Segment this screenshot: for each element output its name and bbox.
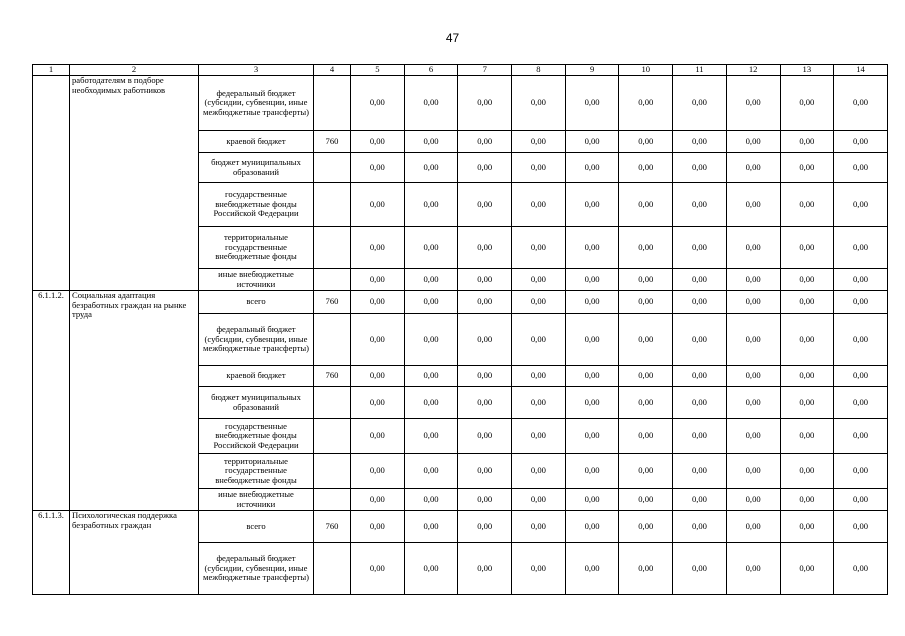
value-cell: 0,00 xyxy=(780,227,834,269)
value-cell: 0,00 xyxy=(726,291,780,314)
funding-source: федеральный бюджет (субсидии, субвенции, иные межбюджетные трансферты) xyxy=(199,314,314,366)
value-cell: 0,00 xyxy=(780,387,834,419)
value-cell: 0,00 xyxy=(619,454,673,489)
value-cell: 0,00 xyxy=(458,543,512,595)
value-cell: 0,00 xyxy=(673,366,727,387)
value-cell: 0,00 xyxy=(834,419,888,454)
value-cell: 0,00 xyxy=(565,454,619,489)
value-cell: 0,00 xyxy=(458,489,512,511)
value-cell: 0,00 xyxy=(673,291,727,314)
value-cell: 0,00 xyxy=(458,76,512,131)
budget-code: 760 xyxy=(314,511,351,543)
table-row xyxy=(33,291,888,314)
budget-table xyxy=(32,64,888,595)
value-cell: 0,00 xyxy=(351,489,405,511)
value-cell: 0,00 xyxy=(512,454,566,489)
value-cell: 0,00 xyxy=(404,366,458,387)
budget-code: 760 xyxy=(314,291,351,314)
value-cell: 0,00 xyxy=(673,269,727,291)
value-cell: 0,00 xyxy=(780,314,834,366)
value-cell: 0,00 xyxy=(619,131,673,153)
value-cell: 0,00 xyxy=(619,543,673,595)
column-number: 2 xyxy=(70,65,199,76)
value-cell: 0,00 xyxy=(726,387,780,419)
value-cell: 0,00 xyxy=(619,511,673,543)
value-cell: 0,00 xyxy=(404,454,458,489)
value-cell: 0,00 xyxy=(404,543,458,595)
value-cell: 0,00 xyxy=(404,269,458,291)
value-cell: 0,00 xyxy=(673,419,727,454)
value-cell: 0,00 xyxy=(780,419,834,454)
value-cell: 0,00 xyxy=(565,153,619,183)
value-cell: 0,00 xyxy=(351,314,405,366)
value-cell: 0,00 xyxy=(565,131,619,153)
value-cell: 0,00 xyxy=(780,291,834,314)
column-number: 6 xyxy=(404,65,458,76)
value-cell: 0,00 xyxy=(458,419,512,454)
value-cell: 0,00 xyxy=(673,543,727,595)
column-number: 3 xyxy=(199,65,314,76)
budget-code xyxy=(314,489,351,511)
value-cell: 0,00 xyxy=(512,314,566,366)
table-row xyxy=(33,511,888,543)
value-cell: 0,00 xyxy=(458,153,512,183)
value-cell: 0,00 xyxy=(404,511,458,543)
value-cell: 0,00 xyxy=(726,131,780,153)
value-cell: 0,00 xyxy=(565,366,619,387)
budget-code xyxy=(314,153,351,183)
value-cell: 0,00 xyxy=(834,387,888,419)
value-cell: 0,00 xyxy=(458,183,512,227)
value-cell: 0,00 xyxy=(458,314,512,366)
value-cell: 0,00 xyxy=(726,153,780,183)
value-cell: 0,00 xyxy=(351,76,405,131)
value-cell: 0,00 xyxy=(619,366,673,387)
value-cell: 0,00 xyxy=(404,314,458,366)
column-number: 11 xyxy=(673,65,727,76)
value-cell: 0,00 xyxy=(726,489,780,511)
value-cell: 0,00 xyxy=(673,183,727,227)
budget-code xyxy=(314,269,351,291)
column-number: 12 xyxy=(726,65,780,76)
value-cell: 0,00 xyxy=(565,511,619,543)
value-cell: 0,00 xyxy=(834,183,888,227)
value-cell: 0,00 xyxy=(673,153,727,183)
value-cell: 0,00 xyxy=(780,511,834,543)
value-cell: 0,00 xyxy=(512,269,566,291)
value-cell: 0,00 xyxy=(673,227,727,269)
value-cell: 0,00 xyxy=(351,419,405,454)
value-cell: 0,00 xyxy=(404,131,458,153)
value-cell: 0,00 xyxy=(351,131,405,153)
value-cell: 0,00 xyxy=(780,269,834,291)
column-number: 5 xyxy=(351,65,405,76)
value-cell: 0,00 xyxy=(780,366,834,387)
column-number: 9 xyxy=(565,65,619,76)
value-cell: 0,00 xyxy=(565,227,619,269)
column-number: 10 xyxy=(619,65,673,76)
funding-source: территориальные государственные внебюджетные фонды xyxy=(199,227,314,269)
value-cell: 0,00 xyxy=(673,387,727,419)
funding-source: краевой бюджет xyxy=(199,366,314,387)
value-cell: 0,00 xyxy=(512,419,566,454)
value-cell: 0,00 xyxy=(565,269,619,291)
value-cell: 0,00 xyxy=(619,269,673,291)
value-cell: 0,00 xyxy=(619,314,673,366)
value-cell: 0,00 xyxy=(458,269,512,291)
item-code: 6.1.1.2. xyxy=(33,291,70,511)
value-cell: 0,00 xyxy=(565,291,619,314)
value-cell: 0,00 xyxy=(834,227,888,269)
value-cell: 0,00 xyxy=(512,387,566,419)
value-cell: 0,00 xyxy=(512,183,566,227)
value-cell: 0,00 xyxy=(834,454,888,489)
value-cell: 0,00 xyxy=(404,387,458,419)
value-cell: 0,00 xyxy=(619,489,673,511)
value-cell: 0,00 xyxy=(565,387,619,419)
value-cell: 0,00 xyxy=(458,387,512,419)
value-cell: 0,00 xyxy=(512,76,566,131)
funding-source: всего xyxy=(199,511,314,543)
value-cell: 0,00 xyxy=(351,291,405,314)
value-cell: 0,00 xyxy=(726,543,780,595)
value-cell: 0,00 xyxy=(404,153,458,183)
budget-code xyxy=(314,419,351,454)
value-cell: 0,00 xyxy=(512,153,566,183)
value-cell: 0,00 xyxy=(404,489,458,511)
value-cell: 0,00 xyxy=(673,314,727,366)
value-cell: 0,00 xyxy=(619,183,673,227)
value-cell: 0,00 xyxy=(565,543,619,595)
funding-source: бюджет муниципальных образований xyxy=(199,387,314,419)
value-cell: 0,00 xyxy=(512,489,566,511)
funding-source: территориальные государственные внебюджетные фонды xyxy=(199,454,314,489)
value-cell: 0,00 xyxy=(834,269,888,291)
table-row xyxy=(33,76,888,131)
budget-code xyxy=(314,387,351,419)
value-cell: 0,00 xyxy=(404,227,458,269)
funding-source: государственные внебюджетные фонды Российской Федерации xyxy=(199,183,314,227)
budget-code xyxy=(314,227,351,269)
value-cell: 0,00 xyxy=(834,489,888,511)
value-cell: 0,00 xyxy=(834,543,888,595)
value-cell: 0,00 xyxy=(619,419,673,454)
value-cell: 0,00 xyxy=(512,131,566,153)
column-number: 13 xyxy=(780,65,834,76)
budget-code xyxy=(314,76,351,131)
item-name: Социальная адаптация безработных граждан на рынке труда xyxy=(70,291,199,511)
value-cell: 0,00 xyxy=(619,153,673,183)
value-cell: 0,00 xyxy=(834,291,888,314)
value-cell: 0,00 xyxy=(726,183,780,227)
value-cell: 0,00 xyxy=(834,153,888,183)
value-cell: 0,00 xyxy=(780,183,834,227)
value-cell: 0,00 xyxy=(780,153,834,183)
value-cell: 0,00 xyxy=(351,227,405,269)
value-cell: 0,00 xyxy=(512,291,566,314)
value-cell: 0,00 xyxy=(404,183,458,227)
value-cell: 0,00 xyxy=(726,76,780,131)
funding-source: федеральный бюджет (субсидии, субвенции, иные межбюджетные трансферты) xyxy=(199,76,314,131)
value-cell: 0,00 xyxy=(834,314,888,366)
value-cell: 0,00 xyxy=(619,387,673,419)
value-cell: 0,00 xyxy=(673,489,727,511)
value-cell: 0,00 xyxy=(351,269,405,291)
value-cell: 0,00 xyxy=(351,387,405,419)
page-number: 47 xyxy=(445,31,460,45)
value-cell: 0,00 xyxy=(351,543,405,595)
value-cell: 0,00 xyxy=(673,511,727,543)
value-cell: 0,00 xyxy=(780,489,834,511)
value-cell: 0,00 xyxy=(458,511,512,543)
value-cell: 0,00 xyxy=(780,543,834,595)
funding-source: краевой бюджет xyxy=(199,131,314,153)
funding-source: иные внебюджетные источники xyxy=(199,269,314,291)
value-cell: 0,00 xyxy=(619,227,673,269)
item-name: работодателям в подборе необходимых работников xyxy=(70,76,199,291)
value-cell: 0,00 xyxy=(726,454,780,489)
value-cell: 0,00 xyxy=(780,131,834,153)
column-number: 4 xyxy=(314,65,351,76)
value-cell: 0,00 xyxy=(512,227,566,269)
value-cell: 0,00 xyxy=(512,366,566,387)
value-cell: 0,00 xyxy=(726,314,780,366)
value-cell: 0,00 xyxy=(726,419,780,454)
value-cell: 0,00 xyxy=(565,76,619,131)
value-cell: 0,00 xyxy=(726,269,780,291)
value-cell: 0,00 xyxy=(834,131,888,153)
value-cell: 0,00 xyxy=(619,76,673,131)
value-cell: 0,00 xyxy=(673,131,727,153)
value-cell: 0,00 xyxy=(458,291,512,314)
column-number-row xyxy=(33,65,888,76)
value-cell: 0,00 xyxy=(834,366,888,387)
funding-source: всего xyxy=(199,291,314,314)
value-cell: 0,00 xyxy=(404,76,458,131)
value-cell: 0,00 xyxy=(351,511,405,543)
funding-source: государственные внебюджетные фонды Российской Федерации xyxy=(199,419,314,454)
funding-source: федеральный бюджет (субсидии, субвенции, иные межбюджетные трансферты) xyxy=(199,543,314,595)
value-cell: 0,00 xyxy=(565,489,619,511)
table-body xyxy=(33,65,888,595)
value-cell: 0,00 xyxy=(404,419,458,454)
value-cell: 0,00 xyxy=(512,511,566,543)
value-cell: 0,00 xyxy=(726,227,780,269)
value-cell: 0,00 xyxy=(351,153,405,183)
value-cell: 0,00 xyxy=(351,366,405,387)
budget-code xyxy=(314,183,351,227)
value-cell: 0,00 xyxy=(780,454,834,489)
budget-code: 760 xyxy=(314,366,351,387)
column-number: 1 xyxy=(33,65,70,76)
value-cell: 0,00 xyxy=(458,454,512,489)
value-cell: 0,00 xyxy=(404,291,458,314)
budget-code xyxy=(314,314,351,366)
column-number: 8 xyxy=(512,65,566,76)
budget-code xyxy=(314,543,351,595)
value-cell: 0,00 xyxy=(726,511,780,543)
budget-code xyxy=(314,454,351,489)
value-cell: 0,00 xyxy=(512,543,566,595)
value-cell: 0,00 xyxy=(458,366,512,387)
value-cell: 0,00 xyxy=(458,131,512,153)
value-cell: 0,00 xyxy=(673,454,727,489)
value-cell: 0,00 xyxy=(726,366,780,387)
value-cell: 0,00 xyxy=(834,511,888,543)
item-code: 6.1.1.3. xyxy=(33,511,70,595)
value-cell: 0,00 xyxy=(351,183,405,227)
value-cell: 0,00 xyxy=(565,314,619,366)
value-cell: 0,00 xyxy=(351,454,405,489)
budget-code: 760 xyxy=(314,131,351,153)
value-cell: 0,00 xyxy=(565,183,619,227)
column-number: 14 xyxy=(834,65,888,76)
funding-source: иные внебюджетные источники xyxy=(199,489,314,511)
value-cell: 0,00 xyxy=(834,76,888,131)
item-name: Психологическая поддержка безработных граждан xyxy=(70,511,199,595)
value-cell: 0,00 xyxy=(619,291,673,314)
column-number: 7 xyxy=(458,65,512,76)
value-cell: 0,00 xyxy=(673,76,727,131)
value-cell: 0,00 xyxy=(458,227,512,269)
item-code xyxy=(33,76,70,291)
funding-source: бюджет муниципальных образований xyxy=(199,153,314,183)
value-cell: 0,00 xyxy=(780,76,834,131)
value-cell: 0,00 xyxy=(565,419,619,454)
